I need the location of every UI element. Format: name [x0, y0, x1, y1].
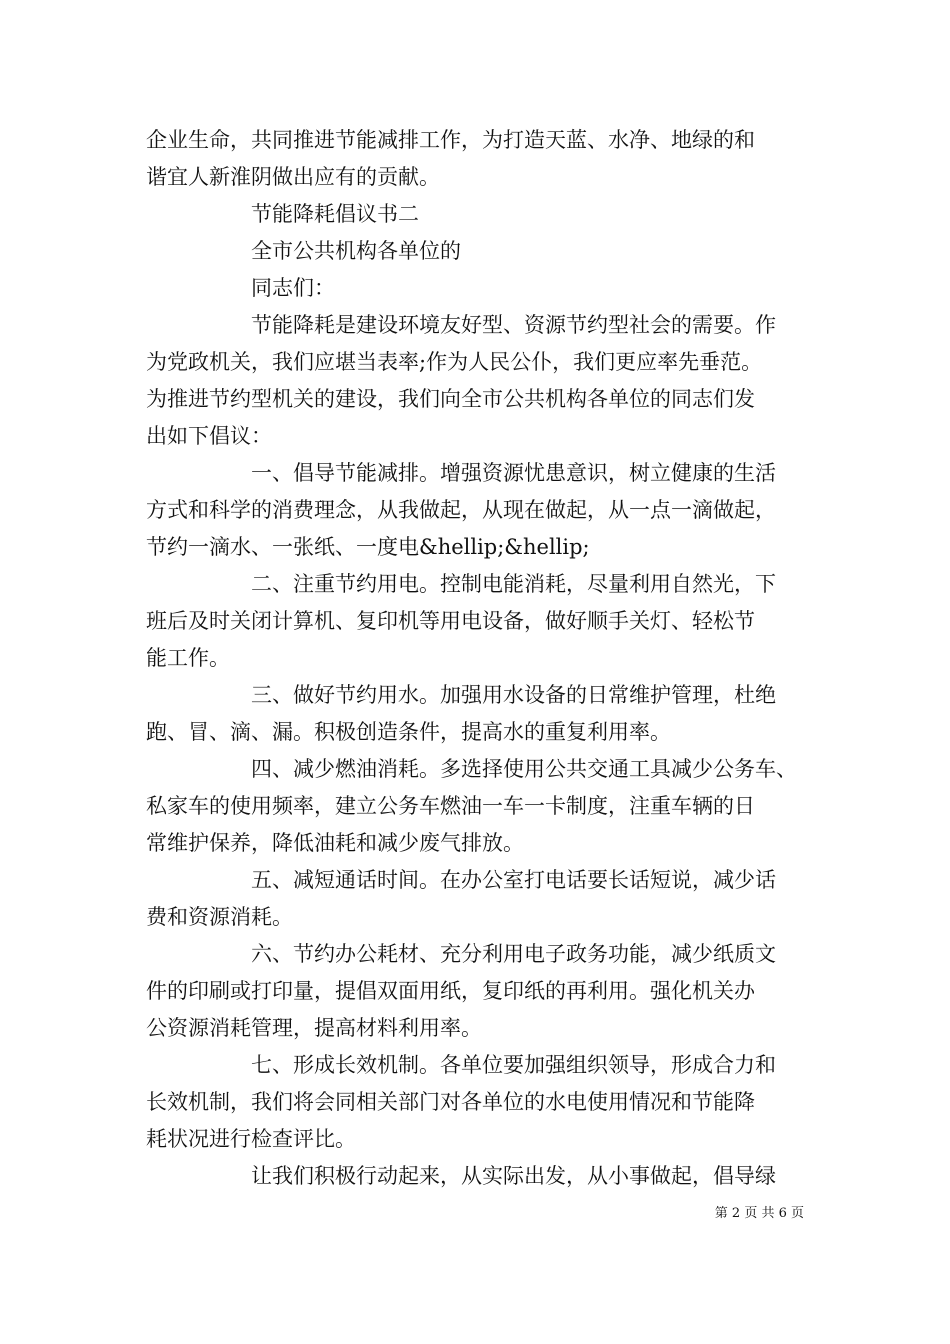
- text-line: 节能降耗是建设环境友好型、资源节约型社会的需要。作: [146, 313, 776, 337]
- section-title: 节能降耗倡议书二: [146, 202, 419, 226]
- text-line: 公资源消耗管理，提高材料利用率。: [146, 1016, 482, 1040]
- text-line: 七、形成长效机制。各单位要加强组织领导，形成合力和: [146, 1053, 776, 1077]
- text-line: 谐宜人新淮阴做出应有的贡献。: [146, 165, 440, 189]
- text-line: 跑、冒、滴、漏。积极创造条件，提高水的重复利用率。: [146, 720, 671, 744]
- page-footer: [0, 1203, 950, 1225]
- text-line: 出如下倡议：: [146, 424, 272, 448]
- text-line: 方式和科学的消费理念，从我做起，从现在做起，从一点一滴做起，: [146, 498, 776, 522]
- text-line: 一、倡导节能减排。增强资源忧患意识，树立健康的生活: [146, 461, 776, 485]
- text-line: 为党政机关，我们应堪当表率;作为人民公仆，我们更应率先垂范。: [146, 350, 763, 374]
- page-number: 第 2 页 共 6 页: [714, 1206, 804, 1221]
- text-line: 二、注重节约用电。控制电能消耗，尽量利用自然光，下: [146, 572, 776, 596]
- text-line: 私家车的使用频率，建立公务车燃油一车一卡制度，注重车辆的日: [146, 794, 755, 818]
- text-line: 费和资源消耗。: [146, 905, 293, 929]
- text-line: 节约一滴水、一张纸、一度电&hellip;&hellip;: [146, 535, 590, 559]
- text-line: 常维护保养，降低油耗和减少废气排放。: [146, 831, 524, 855]
- text-line: 为推进节约型机关的建设，我们向全市公共机构各单位的同志们发: [146, 387, 755, 411]
- text-line: 企业生命，共同推进节能减排工作，为打造天蓝、水净、地绿的和: [146, 128, 755, 152]
- text-line: 能工作。: [146, 646, 230, 670]
- text-line: 六、节约办公耗材、充分利用电子政务功能，减少纸质文: [146, 942, 776, 966]
- text-line: 让我们积极行动起来，从实际出发，从小事做起，倡导绿: [146, 1164, 776, 1188]
- text-line: 耗状况进行检查评比。: [146, 1127, 356, 1151]
- text-line: 件的印刷或打印量，提倡双面用纸，复印纸的再利用。强化机关办: [146, 979, 755, 1003]
- document-body: [146, 122, 816, 1195]
- addressee-line: 全市公共机构各单位的: [146, 239, 461, 263]
- text-line: 三、做好节约用水。加强用水设备的日常维护管理，杜绝: [146, 683, 776, 707]
- text-line: 四、减少燃油消耗。多选择使用公共交通工具减少公务车、: [146, 757, 797, 781]
- salutation-line: 同志们：: [146, 276, 335, 300]
- text-line: 长效机制，我们将会同相关部门对各单位的水电使用情况和节能降: [146, 1090, 755, 1114]
- text-line: 五、减短通话时间。在办公室打电话要长话短说，减少话: [146, 868, 776, 892]
- text-line: 班后及时关闭计算机、复印机等用电设备，做好顺手关灯、轻松节: [146, 609, 755, 633]
